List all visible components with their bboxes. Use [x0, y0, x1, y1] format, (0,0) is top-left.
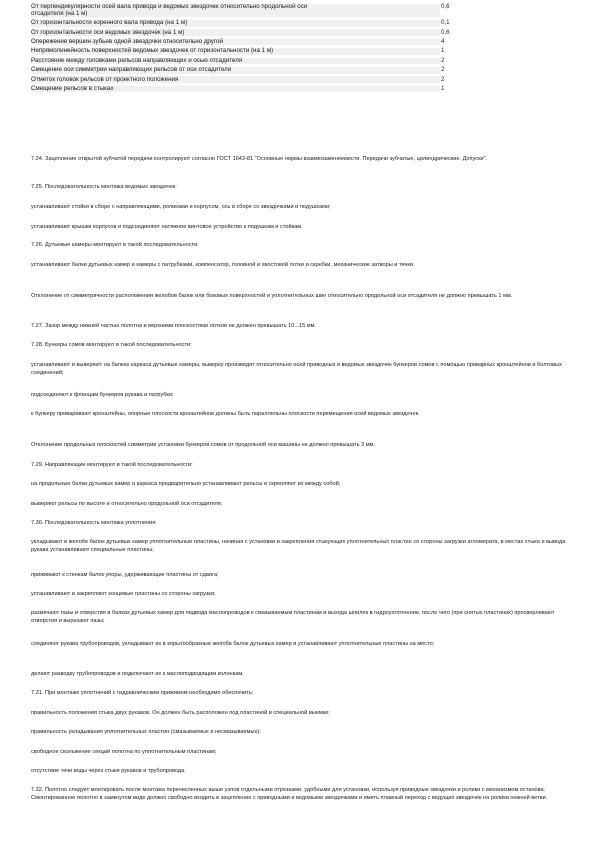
paragraph: свободное скольжение секций полотна по уплотнительным пластинам; [31, 749, 217, 755]
tolerance-value: 4 [441, 37, 445, 45]
paragraph: Отклонение продольных плоскостей симметрии установки бункеров сомов от продольной оси машины не должно превышать 3 мм. [31, 442, 375, 448]
paragraph: отсутствие течи воды через стыки рукавов и трубопровода. [31, 768, 186, 774]
tolerance-value: 1 [441, 47, 445, 55]
section-heading: 7.31. При монтаже уплотнений с гидравлическим прижимом необходимо обеспечить: [31, 690, 254, 696]
table-row [31, 4, 551, 11]
paragraph: устанавливают крышки корпусов и подсоединяют натяжное винтовое устройство к подушкам и стойкам. [31, 224, 303, 230]
table-row [31, 20, 551, 27]
table-row [31, 76, 551, 83]
tolerance-name: От перпендикулярности осей вала привода и ведомых звездочек относительно продольной оси [31, 4, 440, 11]
paragraph: 7.24. Зацепление открытой зубчатой передачи контролируют согласно ГОСТ 1643-81 "Основные нормы взаимозаменяемости. Передачи зубчатые, цилиндрические. Допуски". [31, 156, 488, 162]
section-heading: 7.27. Зазор между нижней частью полотна и верхними плоскостями лотков не должен превышать 10...15 мм. [31, 323, 317, 329]
paragraph: к бункеру приваривают кронштейны, опорные плоскости кронштейнов должны быть параллельны плоскости перемещения осей ведомых звездочек. [31, 411, 420, 417]
table-row [31, 29, 551, 36]
section-heading: 7.30. Последовательность монтажа уплотнения: [31, 520, 157, 526]
tolerance-value: 2 [441, 56, 445, 64]
tolerance-name: отсадителя (на 1 м) [31, 11, 440, 18]
section-heading: 7.26. Дутьевые камеры монтируют в такой последовательности: [31, 242, 199, 248]
paragraph: Отклонение от симметричности расположения желобов балок или боковых поверхностей и уплотнительных шин относительно продольной оси отсадителя не должно превышать 1 мм. [31, 293, 513, 299]
tolerance-value: 0,6 [441, 3, 450, 11]
paragraph: на продольные балки дутьевых камер и каркаса предварительно устанавливают рельсы и скрепляют их между собой; [31, 481, 341, 487]
tolerance-name: Отметок головок рельсов от проектного положения [31, 76, 440, 83]
section-heading: 7.29. Направляющие монтируют в такой последовательности: [31, 462, 193, 468]
paragraph: устанавливают балки дутьевых камер и камеры с патрубками, компенсатор, головной и хвостовой лотки и скребки, механические затворы и течки. [31, 262, 415, 268]
table-row [31, 67, 551, 74]
tolerance-value: 0,6 [441, 28, 450, 36]
table-row [31, 11, 551, 18]
tolerance-name: Смещение рельсов в стыках [31, 86, 440, 93]
tolerance-value: 1 [441, 84, 445, 92]
table-row [31, 58, 551, 65]
tolerance-value: 2 [441, 75, 445, 83]
paragraph: делают разводку трубопроводов и подключают их к маслоподводящим колонкам. [31, 671, 244, 677]
tolerance-value: 0,1 [441, 19, 450, 27]
paragraph: прижимают к стенкам балок упоры, удерживающие пластины от сдвига; [31, 572, 219, 578]
table-row [31, 48, 551, 55]
paragraph: правильность положения стыка двух рукавов. Он должен быть расположен под пластиной в специальной выемке; [31, 710, 330, 716]
tolerance-name: От горизонтальности коренного вала привода (на 1 м) [31, 20, 440, 27]
tolerance-table [31, 4, 551, 92]
tolerance-name: От горизонтальности оси ведомых звездочек (на 1 м) [31, 29, 440, 36]
paragraph: подсоединяют к фланцам бункеров рукава и патрубки; [31, 392, 174, 398]
paragraph: 7.32. Полотно следует монтировать после монтажа перечисленных выше узлов отдельными отрезками, удобными для установки, используя приводные звездочки и ролики с механизмом останова. Смонтированное полотно в замкнутом виде должно свободно входить в зацепление с приводными и ведомыми звездочками и иметь плавный переход с ведущих звездочек на ролики нижней ветви. [31, 787, 548, 802]
table-row [31, 86, 551, 93]
table-row [31, 39, 551, 46]
tolerance-name: Непрямолинейность поверхностей ведомых звездочек от горизонтальности (на 1 м) [31, 48, 440, 55]
paragraph: правильность укладывания уплотнительных пластин (смазываемых и несмазываемых); [31, 729, 261, 735]
tolerance-value [440, 11, 551, 18]
paragraph: соединяют рукава трубопроводов, укладывают их в корытообразные желоба балок дутьевых камер и устанавливают уплотнительные пластины на место; [31, 641, 435, 647]
paragraph: устанавливают и закрепляют концевые пластины со стороны загрузки; [31, 591, 216, 597]
tolerance-name: Опережение вершин зубьев одной звездочки относительно другой [31, 39, 440, 46]
section-heading: 7.28. Бункеры сомов монтируют в такой последовательности: [31, 342, 192, 348]
tolerance-name: Расстояние между головками рельсов направляющих и осью отсадителя [31, 58, 440, 65]
tolerance-name: Смещение оси симметрии направляющих рельсов от оси отсадителя [31, 67, 440, 74]
tolerance-value: 2 [441, 66, 445, 74]
paragraph: размечают пазы и отверстия в балках дутьевых камер для подвода маслопроводов к смазываемым пластинам и выхода шпилек в гидроуплотнение, после чего (при снятых пластинах) просверливают отверстия и вырезают пазы; [31, 610, 555, 625]
paragraph: устанавливают стойки в сборе с направляющими, роликами и корпусом, ось в сборе со звездочками и подушками; [31, 204, 331, 210]
paragraph: выверяют рельсы по высоте и относительно продольной оси отсадителя. [31, 501, 223, 507]
section-heading: 7.25. Последовательность монтажа ведомых звездочек: [31, 184, 177, 190]
paragraph: укладывают в желобе балок дутьевых камер уплотнительные пластины, начиная с установки и закрепления стыкующих уплотнительных пластин со стороны загрузки агломерата, в местах стыка и вывода рукава устанавливают специальные пластины; [31, 539, 566, 554]
paragraph: устанавливают и выверяют на балках каркаса дутьевые камеры, выверку производят относительно осей приводных и ведомых звездочек бункеров сомов с помощью приварных кронштейнов и болтовых соединений; [31, 362, 562, 377]
